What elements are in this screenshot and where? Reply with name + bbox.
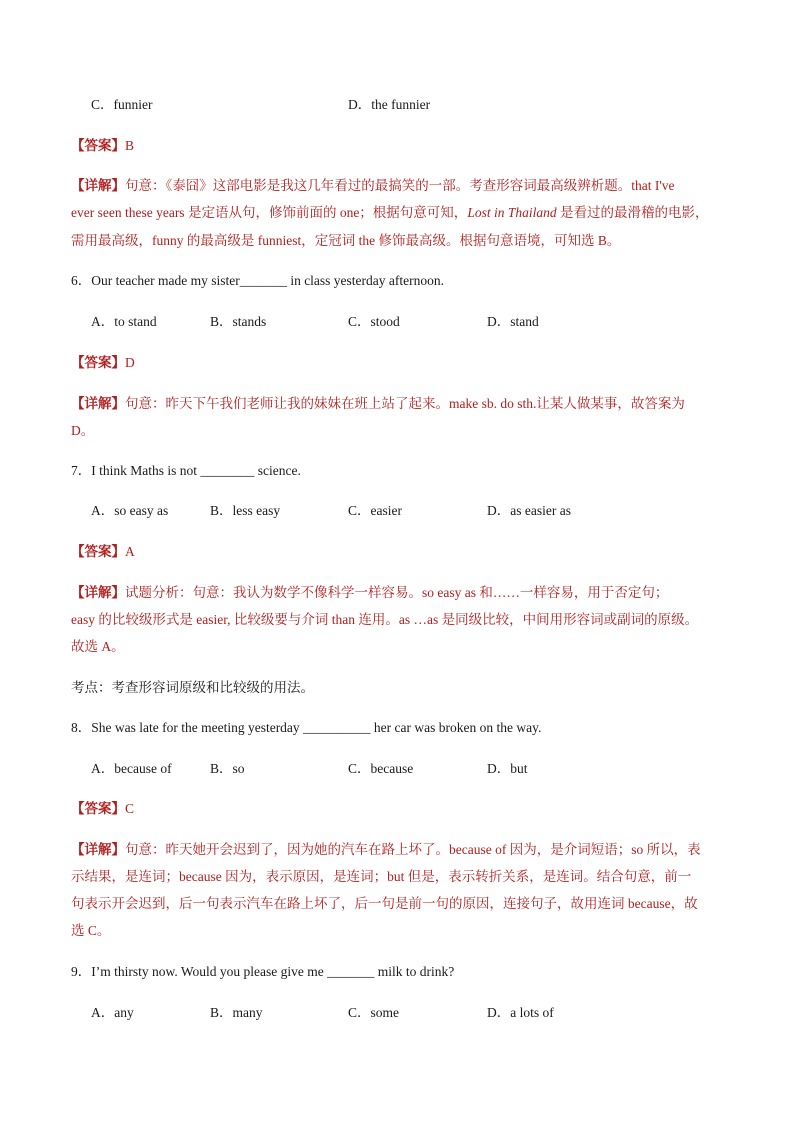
detail-label: 【详解】 [71,585,125,600]
q6-option-b: B．stands [210,314,267,329]
q5-detail-title-italic: Lost in Thailand [467,205,557,220]
answer-label: 【答案】 [71,355,125,370]
q6-option-d: D．stand [487,314,539,329]
q6-detail-line-2: D。 [71,423,95,438]
q7-option-a: A．so easy as [91,503,169,518]
q5-answer-value: B [125,138,135,153]
q7-option-c: C．easier [348,503,402,518]
q8-detail-line-2: 示结果，是连词；because 因为，表示原因，是连词；but 但是，表示转折关系，是连词。结合句意，前一 [71,869,692,884]
q8-detail-line-3: 句表示开会迟到，后一句表示汽车在路上坏了，后一句是前一句的原因，连接句子，故用连词 because，故 [71,896,698,911]
detail-label: 【详解】 [71,178,125,193]
q8-option-b: B．so [210,761,245,776]
q6-option-c: C．stood [348,314,400,329]
q9-option-c: C．some [348,1005,400,1020]
q8-option-a: A．because of [91,761,172,776]
q7-question: 7．I think Maths is not ________ science. [71,463,301,478]
q8-option-d: D．but [487,761,528,776]
q6-detail-text-1: 句意：昨天下午我们老师让我的妹妹在班上站了起来。make sb. do sth.让某人做某事，故答案为 [125,396,685,411]
answer-label: 【答案】 [71,138,125,153]
q9-option-b: B．many [210,1005,263,1020]
q7-detail-line-3: 故选 A。 [71,639,125,654]
q6-option-a: A．to stand [91,314,157,329]
q6-answer-value: D [125,355,135,370]
q5-detail-line-1 [71,177,675,195]
q9-question: 9．I’m thirsty now. Would you please give me _______ milk to drink? [71,964,455,979]
q6-answer [71,354,135,372]
q7-detail-line-1 [71,584,668,602]
q5-detail-text-1: 句意：《泰囧》这部电影是我这几年看过的最搞笑的一部。考查形容词最高级辨析题。that I've [125,178,675,193]
q8-option-c: C．because [348,761,414,776]
q5-detail-line-2 [71,204,708,222]
answer-label: 【答案】 [71,801,125,816]
q5-option-c: C．funnier [91,97,153,112]
detail-label: 【详解】 [71,842,125,857]
q5-detail-text-2c: 是看过的最滑稽的电影， [556,205,709,220]
q7-option-d: D．as easier as [487,503,571,518]
q8-answer-value: C [125,801,135,816]
q9-option-d: D．a lots of [487,1005,554,1020]
q8-detail-text-1: 句意：昨天她开会迟到了，因为她的汽车在路上坏了。because of 因为，是介词短语；so 所以，表 [125,842,701,857]
q8-detail-line-1 [71,841,701,859]
q9-option-a: A．any [91,1005,134,1020]
detail-label: 【详解】 [71,396,125,411]
q7-detail-line-2: easy 的比较级形式是 easier, 比较级要与介词 than 连用。as …as 是同级比较，中间用形容词或副词的原级。 [71,612,699,627]
q7-answer [71,543,135,561]
q5-detail-line-3: 需用最高级，funny 的最高级是 funniest，定冠词 the 修饰最高级。根据句意语境，可知选 B。 [71,233,621,248]
q6-question: 6．Our teacher made my sister_______ in class yesterday afternoon. [71,273,445,288]
q5-option-d: D．the funnier [348,97,431,112]
q5-answer [71,137,134,155]
q8-answer [71,800,134,818]
q7-detail-text-1: 试题分析：句意：我认为数学不像科学一样容易。so easy as 和……一样容易，用于否定句； [125,585,669,600]
q5-detail-text-2a: ever seen these years 是定语从句，修饰前面的 one；根据句意可知， [71,205,468,220]
q7-option-b: B．less easy [210,503,281,518]
q8-question: 8．She was late for the meeting yesterday __________ her car was broken on the way. [71,720,542,735]
q7-answer-value: A [125,544,135,559]
q8-detail-line-4: 选 C。 [71,923,111,938]
answer-label: 【答案】 [71,544,125,559]
q6-detail-line-1 [71,395,685,413]
q7-kaodian: 考点：考查形容词原级和比较级的用法。 [71,680,314,695]
